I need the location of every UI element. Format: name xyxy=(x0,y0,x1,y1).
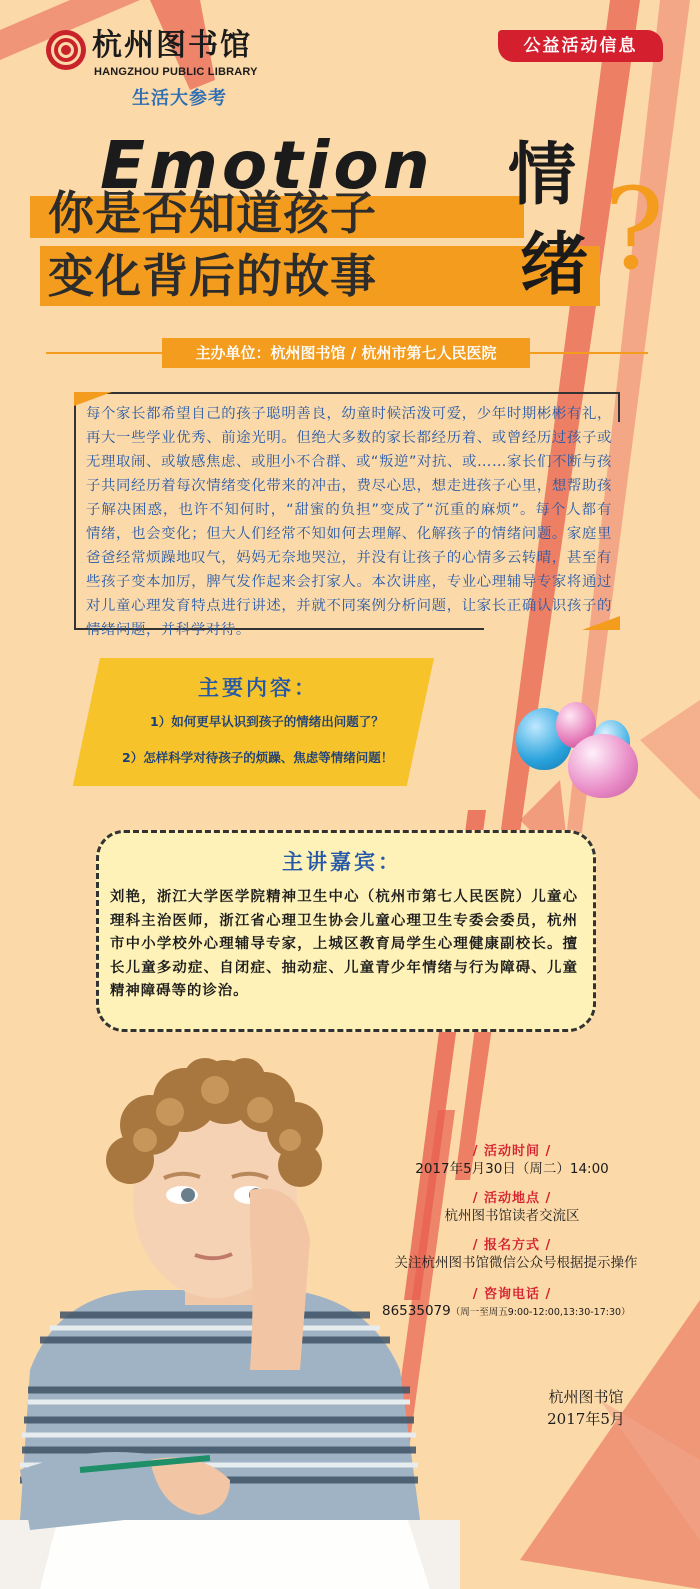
library-name-en: HANGZHOU PUBLIC LIBRARY xyxy=(94,66,258,78)
event-phone-hours: （周一至周五9:00-12:00,13:30-17:30） xyxy=(450,1307,631,1318)
title-line-2: 变化背后的故事 xyxy=(48,249,377,303)
organizer-label: 主办单位：杭州图书馆 / 杭州市第七人民医院 xyxy=(162,338,530,368)
title-line-1: 你是否知道孩子 xyxy=(48,186,377,240)
event-phone-row xyxy=(382,1300,631,1319)
title-big-char-2: 绪 xyxy=(520,226,589,305)
main-content-item: 1）如何更早认识到孩子的情绪出问题了？ xyxy=(150,714,384,729)
library-logo-icon xyxy=(46,30,86,70)
event-place-label: / 活动地点 / xyxy=(472,1191,552,1206)
event-time-value: 2017年5月30日（周二）14:00 xyxy=(415,1161,609,1177)
event-time-label: / 活动时间 / xyxy=(472,1144,552,1159)
event-phone-label: / 咨询电话 / xyxy=(472,1287,552,1302)
main-content-item: 2）怎样科学对待孩子的烦躁、焦虑等情绪问题！ xyxy=(122,750,394,765)
balloon-icon xyxy=(568,734,638,798)
title-big-char-1: 情 xyxy=(508,136,577,215)
column-name: 生活大参考 xyxy=(132,88,227,109)
title-english: Emotion xyxy=(100,127,434,204)
event-place-value: 杭州图书馆读者交流区 xyxy=(444,1208,580,1224)
intro-frame-top xyxy=(74,392,620,394)
question-mark-icon: ? xyxy=(604,165,665,295)
signature-org: 杭州图书馆 xyxy=(548,1388,624,1406)
event-signup-label: / 报名方式 / xyxy=(472,1238,552,1253)
main-content-title: 主要内容： xyxy=(198,676,318,700)
intro-frame-left xyxy=(74,392,76,628)
intro-frame-right xyxy=(618,392,620,422)
event-signup-value: 关注杭州图书馆微信公众号根据提示操作 xyxy=(394,1255,638,1271)
signature-date: 2017年5月 xyxy=(547,1410,625,1428)
intro-paragraph: 每个家长都希望自己的孩子聪明善良，幼童时候活泼可爱，少年时期彬彬有礼，再大一些学业优秀、前途光明。但绝大多数的家长都经历着、或曾经历过孩子或无理取闹、或敏感焦虑、或胆小不合群、或“叛逆”对抗、或……家长们不断与孩子共同经历着每次情绪变化带来的冲击，费尽心思，想走进孩子心里，想帮助孩子解决困惑，也许不知何时，“甜蜜的负担”变成了“沉重的麻烦”。每个人都有情绪，也会变化；但大人们经常不知如何去理解、化解孩子的情绪问题。家庭里爸爸经常烦躁地叹气，妈妈无奈地哭泣，并没有让孩子的心情多云转晴，甚至有些孩子变本加厉，脾气发作起来会打家人。本次讲座，专业心理辅导专家将通过对儿童心理发育特点进行讲述，并就不同案例分析问题，让家长正确认识孩子的情绪问题，并科学对待。 xyxy=(86,406,612,638)
public-activity-badge: 公益活动信息 xyxy=(498,30,663,62)
speaker-title: 主讲嘉宾： xyxy=(282,850,402,874)
speaker-bio: 刘艳，浙江大学医学院精神卫生中心（杭州市第七人民医院）儿童心理科主治医师，浙江省心理卫生协会儿童心理卫生专委会委员，杭州市中小学校外心理辅导专家，上城区教育局学生心理健康副校长。擅长儿童多动症、自闭症、抽动症、儿童青少年情绪与行为障碍、儿童精神障碍等的诊治。 xyxy=(110,889,578,999)
library-name-cn: 杭州图书馆 xyxy=(92,28,252,63)
event-phone-value: 86535079 xyxy=(382,1303,451,1319)
